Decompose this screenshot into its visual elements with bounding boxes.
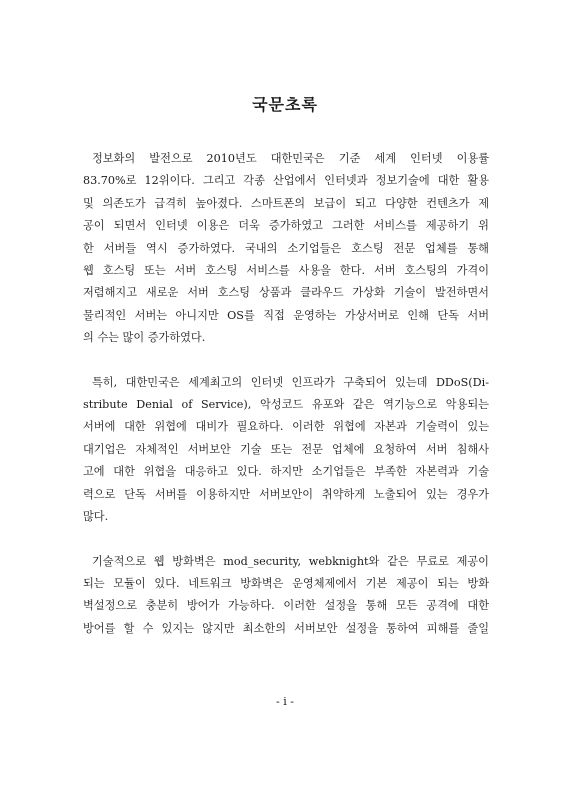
text-line: 기술적으로 웹 방화벽은 mod_security, webknight와 같은 무료로 제공이 [92,554,489,568]
text-line: 방어를 할 수 있지는 않지만 최소한의 서버보안 설정을 통하여 피해를 줄일 [83,621,489,635]
paragraph-gap [83,529,489,551]
text-line: 대기업은 자체적인 서버보안 기술 또는 전문 업체에 요청하여 서버 침해사 [83,442,489,456]
text-line: 특히, 대한민국은 세계최고의 인터넷 인프라가 구축되어 있는데 DDoS(Di- [92,375,489,389]
text-line: 공이 되면서 인터넷 이용은 더욱 증가하였고 그러한 서비스를 제공하기 위 [83,219,489,233]
text-line: 서버에 대한 위협에 대비가 필요하다. 이러한 위협에 자본과 기술력이 있는 [83,420,489,434]
text-line: 웹 호스팅 또는 서버 호스팅 서비스를 사용을 한다. 서버 호스팅의 가격이 [83,264,489,278]
text-line: 및 의존도가 급격히 높아졌다. 스마트폰의 보급이 되고 다양한 컨텐츠가 제 [83,196,489,210]
text-line: 의 수는 많이 증가하였다. [83,331,206,345]
abstract-body [83,148,489,640]
paragraph-3 [83,551,489,641]
text-line: stribute Denial of Service), 악성코드 유포와 같은 역기능으로 악용되는 [83,398,489,412]
text-line: 고에 대한 위협을 대응하고 있다. 하지만 소기업들은 부족한 자본력과 기술 [83,465,489,479]
text-line: 되는 모듈이 있다. 네트워크 방화벽은 운영체제에서 기본 제공이 되는 방화 [83,576,489,590]
text-line: 력으로 단독 서버를 이용하지만 서버보안이 취약하게 노출되어 있는 경우가 [83,487,489,501]
text-line: 벽설정으로 충분히 방어가 가능하다. 이러한 설정을 통해 모든 공격에 대한 [83,599,489,613]
paragraph-gap [83,350,489,372]
text-line: 많다. [83,510,109,524]
text-line: 저렴해지고 새로운 서버 호스팅 상품과 클라우드 가상화 기술이 발전하면서 [83,286,489,300]
paragraph-2 [83,372,489,529]
text-line: 물리적인 서버는 아니지만 OS를 직접 운영하는 가상서버로 인해 단독 서버 [83,308,489,322]
text-line: 83.70%로 12위이다. 그리고 각종 산업에서 인터넷과 정보기술에 대한 활용 [83,174,489,188]
text-line: 정보화의 발전으로 2010년도 대한민국은 기준 세계 인터넷 이용률 [92,152,489,165]
text-line: 한 서버들 역시 증가하였다. 국내의 소기업들은 호스팅 전문 업체를 통해 [83,241,489,255]
page-title: 국문초록 [252,95,318,114]
page-number: - i - [276,695,294,708]
paragraph-1 [83,148,489,350]
